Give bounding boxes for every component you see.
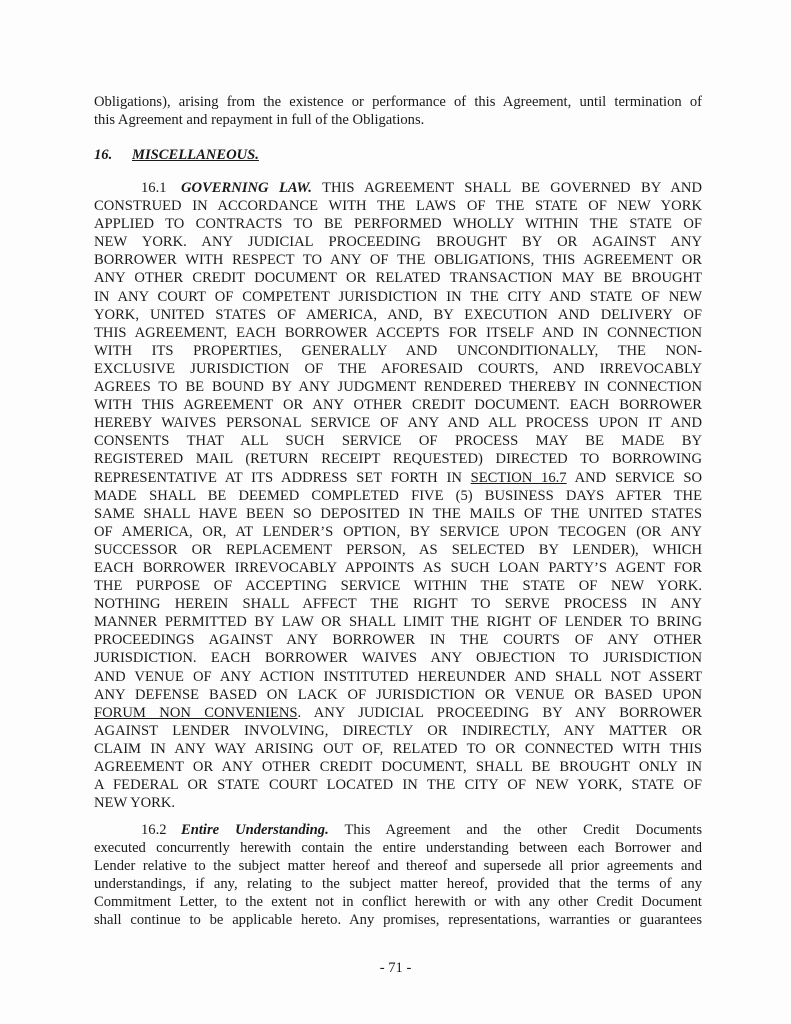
page-number: - 71 - [379, 960, 412, 976]
text-line: understandings, if any, relating to the subject matter hereof, provided that the terms of any [94, 876, 702, 893]
section-title: MISCELLANEOUS. [132, 147, 259, 163]
text-line: SUCCESSOR OR REPLACEMENT PERSON, AS SELECTED BY LENDER), WHICH [94, 541, 702, 558]
clause-title: Entire Understanding. [181, 822, 329, 838]
text-line [94, 704, 702, 722]
text-line: AGREEMENT OR ANY OTHER CREDIT DOCUMENT, SHALL BE BROUGHT ONLY IN [94, 759, 702, 775]
text-line: PROCEEDINGS AGAINST ANY BORROWER IN THE COURTS OF ANY OTHER [94, 632, 702, 649]
text-line: APPLIED TO CONTRACTS TO BE PERFORMED WHOLLY WITHIN THE STATE OF [94, 216, 702, 233]
text-line: this Agreement and repayment in full of the Obligations. [94, 112, 425, 129]
text-line: MANNER PERMITTED BY LAW OR SHALL LIMIT THE RIGHT OF LENDER TO BRING [94, 614, 702, 631]
text-line: JURISDICTION. EACH BORROWER WAIVES ANY OBJECTION TO JURISDICTION [94, 650, 702, 667]
text-line: THIS AGREEMENT, EACH BORROWER ACCEPTS FOR ITSELF AND IN CONNECTION [94, 324, 702, 341]
text-line: THE PURPOSE OF ACCEPTING SERVICE WITHIN THE STATE OF NEW YORK. [94, 578, 702, 595]
text-line [94, 821, 702, 839]
text-line: REGISTERED MAIL (RETURN RECEIPT REQUESTED) DIRECTED TO BORROWING [94, 451, 702, 468]
text-line: ANY OTHER CREDIT DOCUMENT OR RELATED TRANSACTION MAY BE BROUGHT [94, 270, 702, 287]
text-line: IN ANY COURT OF COMPETENT JURISDICTION IN THE CITY AND STATE OF NEW [94, 288, 702, 305]
text-line: NEW YORK. ANY JUDICIAL PROCEEDING BROUGHT BY OR AGAINST ANY [94, 234, 702, 251]
text-line: YORK, UNITED STATES OF AMERICA, AND, BY EXECUTION AND DELIVERY OF [94, 306, 702, 323]
section-16-2 [94, 821, 702, 930]
text-line: CONSTRUED IN ACCORDANCE WITH THE LAWS OF THE STATE OF NEW YORK [94, 198, 702, 215]
text-line: MADE SHALL BE DEEMED COMPLETED FIVE (5) BUSINESS DAYS AFTER THE [94, 487, 702, 504]
text-line: CLAIM IN ANY WAY ARISING OUT OF, RELATED TO OR CONNECTED WITH THIS [94, 740, 702, 757]
clause-number: 16.2 [141, 822, 167, 838]
text-line: EACH BORROWER IRREVOCABLY APPOINTS AS SUCH LOAN PARTY’S AGENT FOR [94, 559, 702, 576]
text-line: WITH ITS PROPERTIES, GENERALLY AND UNCONDITIONALLY, THE NON- [94, 342, 702, 359]
clause-number: 16.1 [141, 180, 167, 196]
section-16-7-reference: SECTION 16.7 [470, 469, 567, 486]
intro-paragraph [94, 93, 702, 129]
clause-title: GOVERNING LAW. [181, 180, 312, 196]
clause-text: THIS AGREEMENT SHALL BE GOVERNED BY AND [322, 180, 703, 196]
text-line: Lender relative to the subject matter hereof and thereof and supersede all prior agreements and [94, 858, 702, 875]
text-line: EXCLUSIVE JURISDICTION OF THE AFORESAID COURTS, AND IRREVOCABLY [94, 360, 702, 377]
text-line: CONSENTS THAT ALL SUCH SERVICE OF PROCESS MAY BE MADE BY [94, 433, 702, 450]
text-line: executed concurrently herewith contain the entire understanding between each Borrower and [94, 840, 702, 857]
text-line [94, 469, 702, 487]
text-line: AGAINST LENDER INVOLVING, DIRECTLY OR INDIRECTLY, ANY MATTER OR [94, 722, 702, 739]
clause-text: REPRESENTATIVE AT ITS ADDRESS SET FORTH IN [94, 469, 462, 486]
text-line: AND VENUE OF ANY ACTION INSTITUTED HEREUNDER AND SHALL NOT ASSERT [94, 668, 702, 685]
forum-non-conveniens: FORUM NON CONVENIENS [94, 704, 298, 721]
section-heading [94, 146, 259, 164]
text-line: SAME SHALL HAVE BEEN SO DEPOSITED IN THE MAILS OF THE UNITED STATES [94, 505, 702, 522]
clause-text: AND SERVICE SO [574, 469, 703, 486]
text-line: Obligations), arising from the existence or performance of this Agreement, until termination of [94, 94, 702, 110]
text-line: NEW YORK. [94, 795, 176, 812]
text-line: OF AMERICA, OR, AT LENDER’S OPTION, BY SERVICE UPON TECOGEN (OR ANY [94, 523, 702, 540]
clause-text: This Agreement and the other Credit Documents [344, 822, 702, 838]
text-line: HEREBY WAIVES PERSONAL SERVICE OF ANY AND ALL PROCESS UPON IT AND [94, 415, 702, 432]
text-line: shall continue to be applicable hereto. Any promises, representations, warranties or guarantees [94, 912, 702, 929]
text-line: Commitment Letter, to the extent not in conflict herewith or with any other Credit Document [94, 894, 702, 911]
text-line: AGREES TO BE BOUND BY ANY JUDGMENT RENDERED THEREBY IN CONNECTION [94, 379, 702, 396]
text-line: A FEDERAL OR STATE COURT LOCATED IN THE CITY OF NEW YORK, STATE OF [94, 777, 702, 794]
text-line: NOTHING HEREIN SHALL AFFECT THE RIGHT TO SERVE PROCESS IN ANY [94, 596, 702, 613]
section-16-1 [94, 179, 702, 812]
text-line: WITH THIS AGREEMENT OR ANY OTHER CREDIT DOCUMENT. EACH BORROWER [94, 397, 702, 414]
clause-text: . ANY JUDICIAL PROCEEDING BY ANY BORROWER [297, 704, 702, 721]
text-line: BORROWER WITH RESPECT TO ANY OF THE OBLIGATIONS, THIS AGREEMENT OR [94, 252, 702, 269]
section-number: 16. [94, 147, 113, 163]
text-line [94, 179, 702, 197]
text-line: ANY DEFENSE BASED ON LACK OF JURISDICTION OR VENUE OR BASED UPON [94, 686, 702, 703]
